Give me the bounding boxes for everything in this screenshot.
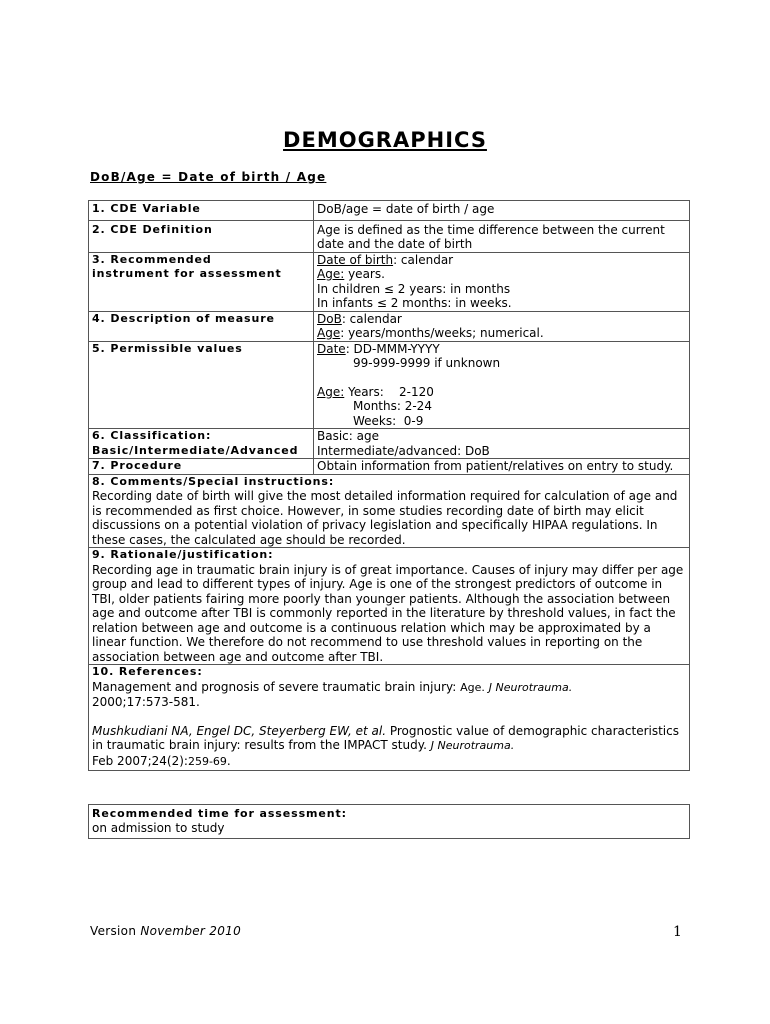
assessment-time-header: Recommended time for assessment: (92, 807, 347, 820)
procedure-value: Obtain information from patient/relatives on entry to study. (314, 459, 690, 475)
row-comments (89, 474, 690, 548)
description-value (314, 311, 690, 341)
permissible-unknown: 99-999-9999 if unknown (353, 356, 501, 370)
version-label: Version (90, 924, 141, 938)
ref2-cite (92, 754, 686, 770)
ref1-age: Age. (460, 680, 485, 694)
ref1-journal: J Neurotrauma. (488, 680, 573, 694)
ref2-cite-c: . (226, 753, 231, 768)
rationale-header: 9. Rationale/justification: (92, 548, 274, 561)
ref2-cite-a: Feb 2007;24(2): (92, 753, 188, 768)
comments-text: Recording date of birth will give the most detailed information required for calculation of age and is recommended as first choice. However, in some studies recording date of birth may elicit discussions on a potential violation of privacy legislation and specifically HIPAA regulations. In these cases, the calculated age should be recorded. (92, 489, 678, 547)
recommended-instrument-label (89, 252, 314, 311)
page-number: 1 (673, 924, 682, 940)
permissible-months: Months: 2-24 (353, 399, 432, 413)
procedure-label: 7. Procedure (89, 459, 314, 475)
row-rationale (89, 548, 690, 665)
description-label: 4. Description of measure (89, 311, 314, 341)
row-permissible-values (89, 341, 690, 429)
ref2-text: Prognostic value of demographic characteristics in traumatic brain injury: results from the IMPACT study. (92, 723, 679, 752)
description-age-val: : years/months/weeks; numerical. (340, 326, 544, 340)
permissible-label: 5. Permissible values (89, 341, 314, 429)
description-dob-val: : calendar (341, 311, 402, 326)
cde-variable-label: 1. CDE Variable (89, 201, 314, 221)
row-cde-variable (89, 201, 690, 221)
row-description (89, 311, 690, 341)
assessment-time-cell (89, 805, 690, 839)
row-cde-definition (89, 220, 690, 252)
cde-variable-value: DoB/age = date of birth / age (314, 201, 690, 221)
classification-label-line1: 6. Classification: (92, 429, 212, 442)
row-references (89, 665, 690, 771)
classification-basic: Basic: age (317, 429, 379, 443)
assessment-time-value: on admission to study (92, 821, 225, 835)
permissible-weeks: Weeks: 0-9 (353, 413, 424, 428)
ref2-authors: Mushkudiani NA, Engel DC, Steyerberg EW, et al. (92, 723, 387, 738)
rationale-text: Recording age in traumatic brain injury is of great importance. Causes of injury may differ per age group and lead to different types of injury. Age is one of the strongest predictors of outcome in TBI, older patients fairing more poorly than younger patients. Although the association between age and outcome after TBI is commonly reported in the literature by threshold values, in fact the relation between age and outcome is a continuous relation which may be approximated by a linear function. We therefore do not recommend to use threshold values in reporting on the association between age and outcome after TBI. (92, 562, 684, 664)
classification-value (314, 429, 690, 459)
assessment-time-table (88, 804, 690, 839)
references-header: 10. References: (92, 665, 203, 678)
ref1-cite: 2000;17:573-581. (92, 695, 200, 709)
cde-definition-label: 2. CDE Definition (89, 220, 314, 252)
description-dob-key: DoB (317, 311, 342, 326)
version-footer (90, 924, 241, 938)
recommended-age-key: Age: (317, 267, 345, 281)
recommended-dob-val: : calendar (393, 252, 454, 267)
cde-table (88, 200, 690, 771)
permissible-value (314, 341, 690, 429)
comments-cell (89, 474, 690, 548)
ref2-journal: J Neurotrauma. (430, 739, 515, 752)
ref1-text: Management and prognosis of severe traumatic brain injury: (92, 679, 461, 694)
rationale-cell (89, 548, 690, 665)
permissible-date-key: Date (317, 341, 346, 356)
row-recommended-instrument (89, 252, 690, 311)
recommended-label-line1: 3. Recommended (92, 252, 212, 266)
classification-intermediate: Intermediate/advanced: DoB (317, 443, 490, 458)
permissible-age-key: Age: (317, 384, 345, 399)
recommended-age-val: years. (344, 267, 385, 281)
version-date: November 2010 (140, 924, 242, 938)
row-procedure (89, 459, 690, 475)
classification-label (89, 429, 314, 459)
page-title: DEMOGRAPHICS (283, 128, 487, 152)
row-classification (89, 429, 690, 459)
recommended-instrument-value (314, 252, 690, 311)
cde-definition-value: Age is defined as the time difference between the current date and the date of birth (314, 220, 690, 252)
recommended-label-line2: instrument for assessment (92, 267, 282, 280)
references-cell (89, 665, 690, 771)
page-subtitle: DoB/Age = Date of birth / Age (90, 170, 327, 184)
permissible-years: Years: 2-120 (344, 384, 434, 399)
recommended-infants: In infants ≤ 2 months: in weeks. (317, 296, 512, 310)
ref2-cite-b: 259-69 (187, 754, 227, 768)
description-age-key: Age (317, 326, 341, 340)
permissible-date-val: : DD-MMM-YYYY (345, 341, 440, 356)
reference-2 (92, 724, 686, 754)
reference-1 (92, 680, 686, 696)
comments-header: 8. Comments/Special instructions: (92, 474, 335, 488)
recommended-children: In children ≤ 2 years: in months (317, 281, 511, 296)
recommended-dob-key: Date of birth (317, 252, 394, 267)
classification-label-line2: Basic/Intermediate/Advanced (92, 443, 299, 457)
